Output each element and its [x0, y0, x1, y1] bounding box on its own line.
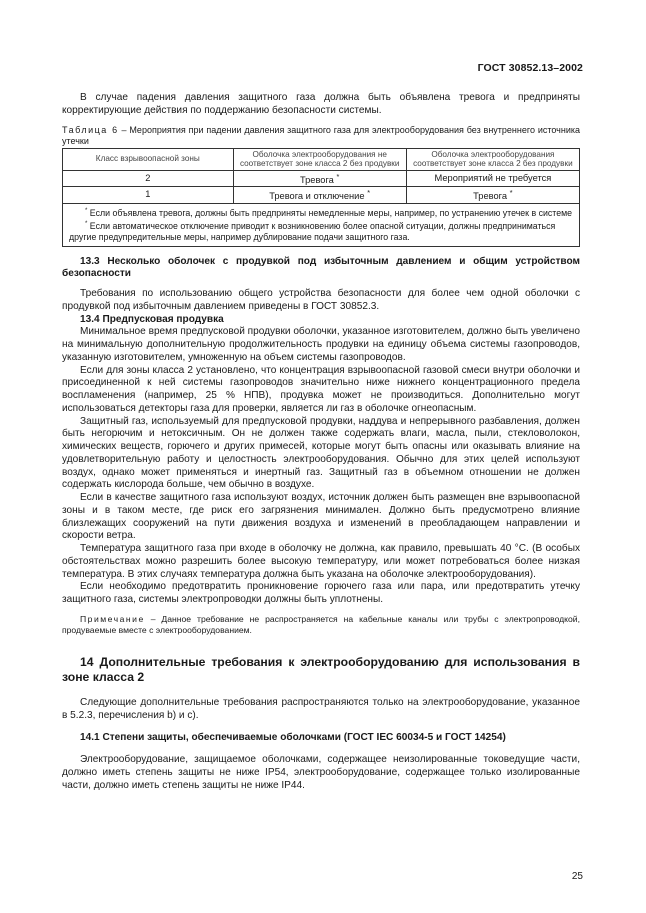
paragraph: Защитный газ, используемый для предпусковой продувки, наддува и непрерывного разбавления, должен быть негорючим и нетоксичным. Он не должен также содержать влаги, масла, пыли, стекловолокон, химических веществ, горючего и других примесей, которые могут быть опасны или оказывать влияние на удовлетворительную работу и целостность электрооборудования. Обычно для этих целей используют воздух, однако может применяться и инертный газ. Защитный газ в объемном отношении не должен содержать кислорода больше, чем обычно в воздухе.: [62, 415, 580, 491]
paragraph: Если необходимо предотвратить проникновение горючего газа или пара, или предотвратить утечку защитного газа, системы электропроводки должны быть уплотнены.: [62, 581, 580, 606]
paragraph: Минимальное время предпусковой продувки оболочки, указанное изготовителем, должно быть увеличено на минимальную дополнительную продолжительность продувки на единицу объема системы газопроводов, указанную изготовителем, умноженную на объем системы газопроводов.: [62, 326, 580, 363]
table-cell-text: Тревога и отключение: [269, 191, 365, 202]
table-header-compliant: Оболочка электрооборудования соответствует зоне класса 2 без продувки: [406, 148, 579, 170]
section-14-1-title: 14.1 Степени защиты, обеспечиваемые оболочками (ГОСТ IEC 60034-5 и ГОСТ 14254): [80, 732, 506, 744]
note-text: – Данное требование не распространяется на кабельные каналы или трубы с электропроводкой, продуваемые вместе с электрооборудованием.: [62, 613, 580, 635]
paragraph: Температура защитного газа при входе в оболочку не должна, как правило, превышать 40 °С. (В особых обстоятельствах можно разрешить более высокую температуру, или может потребоваться более низкая температура. В этих случаях температура должна быть указана на оболочке электрооборудования).: [62, 543, 580, 580]
section-13-4-title: 13.4 Предпусковая продувка: [80, 313, 224, 325]
footnote-text: Если объявлена тревога, должны быть предприняты немедленные меры, например, по устранению утечек в системе: [89, 207, 573, 218]
footnote-mark: *: [336, 171, 340, 181]
table-row: [63, 170, 580, 187]
note-label: Примечание: [80, 613, 145, 624]
table-cell: Мероприятий не требуется: [406, 170, 579, 187]
section-13-3-text: Требования по использованию общего устройства безопасности для более чем одной оболочки с продувкой под избыточным давлением приведены в ГОСТ 30852.3.: [62, 288, 580, 312]
table-caption: [62, 125, 580, 147]
document-id: ГОСТ 30852.13–2002: [477, 62, 583, 74]
page-body: [62, 92, 580, 792]
section-14-1-text: Электрооборудование, защищаемое оболочками, содержащее неизолированные токоведущие части, должно иметь степень защиты не ниже IP54, электрооборудование, содержащее только изолированные части, должно иметь степень защиты не ниже IP44.: [62, 754, 580, 791]
paragraph: Если в качестве защитного газа используют воздух, источник должен быть размещен вне взрывоопасной зоны и в таком месте, где риск его загрязнения минимален. Должно быть предусмотрено влияние близлежащих сооружений на пути движения воздуха и изменений в преобладающем направлении и скорости ветра.: [62, 492, 580, 542]
section-14-title: 14 Дополнительные требования к электрооборудованию для использования в зоне класса 2: [62, 654, 580, 684]
table-cell: [406, 187, 579, 204]
intro-paragraph: В случае падения давления защитного газа должна быть объявлена тревога и предприняты корректирующие действия по поддержанию безопасности системы.: [62, 92, 580, 116]
table-6: [62, 148, 580, 247]
table-footnote-row: [63, 203, 580, 246]
footnote-text: Если автоматическое отключение приводит к возникновению более опасной ситуации, должны предприниматься другие предупредительные меры, например дублирование подачи защитного газа.: [69, 220, 556, 242]
footnote-mark: *: [85, 207, 88, 214]
paragraph: Если для зоны класса 2 установлено, что концентрация взрывоопасной газовой смеси внутри оболочки и присоединенной к ней системы газопроводов значительно ниже нижнего концентрационного предела воспламенения (например, 25 % НПВ), продувка может не производиться. Дополнительно могут использоваться детекторы газа для проверки, является ли газ в оболочке огнеопасным.: [62, 364, 580, 414]
table-cell-text: Тревога: [299, 174, 334, 185]
note: [62, 614, 580, 636]
table-header-not-compliant: Оболочка электрооборудования не соответствует зоне класса 2 без продувки: [233, 148, 406, 170]
footnote-mark: *: [367, 188, 371, 198]
table-cell: 2: [63, 170, 234, 187]
table-header-zone: Класс взрывоопасной зоны: [63, 148, 234, 170]
table-footnote: [69, 206, 573, 219]
table-cell: [233, 170, 406, 187]
footnote-mark: *: [509, 188, 513, 198]
table-label: Таблица 6: [62, 124, 119, 135]
table-footnotes: [63, 203, 580, 246]
footnote-mark: *: [85, 220, 88, 227]
table-header-row: [63, 148, 580, 170]
section-13-3-title: 13.3 Несколько оболочек с продувкой под избыточным давлением и общим устройством безопасности: [62, 255, 580, 280]
table-cell: [233, 187, 406, 204]
table-footnote: [69, 219, 573, 243]
table-cell-text: Тревога: [473, 191, 508, 202]
table-row: [63, 187, 580, 204]
table-caption-text: – Мероприятия при падении давления защитного газа для электрооборудования без внутреннего источника утечки: [62, 124, 580, 146]
page-number: 25: [571, 871, 583, 882]
table-cell: 1: [63, 187, 234, 204]
section-14-text: Следующие дополнительные требования распространяются только на электрооборудование, указанное в 5.2.3, перечисления b) и с).: [62, 696, 580, 721]
